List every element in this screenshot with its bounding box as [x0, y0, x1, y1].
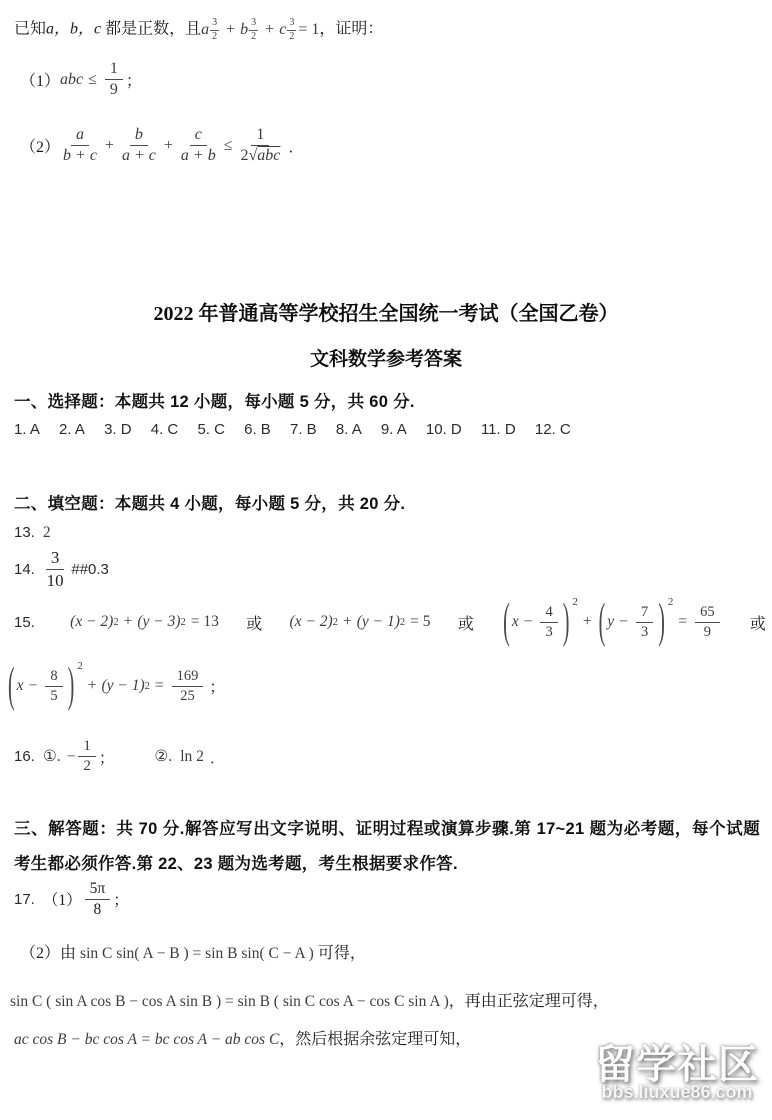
part2-label: （2） [20, 139, 61, 157]
frac-num: a [71, 126, 89, 146]
section3-heading: 三、解答题：共 70 分.解答应写出文字说明、证明过程或演算步骤.第 17~21 题为必考题，每个试题考生都必须作答.第 22、23 题为选考题，考生根据要求作答. [14, 820, 760, 873]
frac-den [240, 146, 280, 165]
plus-sign: + [163, 136, 173, 154]
big-lparen: ( [503, 595, 510, 650]
exp-denominator: 2 [289, 30, 295, 42]
big-lparen: ( [598, 595, 606, 650]
eq1-rhs: = 13 [190, 613, 219, 631]
minus-sign: − [28, 677, 38, 695]
q17-part1-end: ； [113, 892, 129, 910]
plus-sign: + [265, 21, 275, 39]
circled-2: ②. [154, 748, 173, 766]
var-y: y [607, 613, 615, 631]
squared: 2 [667, 596, 674, 609]
q15-label: 15. [14, 613, 35, 631]
circled-1: ①. [42, 748, 61, 766]
choice-answer-7: 7. B [289, 421, 317, 438]
term-b: b [240, 21, 249, 39]
intro-known: 已知 [14, 20, 47, 38]
frac-den: 2 [83, 758, 91, 775]
equals-one: = 1 [298, 21, 320, 39]
part1-end: ； [125, 73, 142, 91]
exponent-fraction [210, 18, 219, 42]
q13-label: 13. [14, 524, 35, 541]
frac-den: 25 [180, 687, 195, 704]
line1-pre: 由 [60, 945, 81, 962]
q16-value2: ln 2 [180, 747, 204, 765]
q16-row [14, 738, 225, 776]
q13-value: 2 [42, 524, 51, 541]
answer-14 [14, 548, 109, 590]
choice-answer-9: 9. A [380, 421, 407, 438]
squared: 2 [144, 680, 150, 692]
frac-num: 7 [636, 604, 653, 623]
frac-den: a + b [180, 147, 216, 165]
leq-sign: ≤ [223, 136, 233, 154]
plus-sign: + [123, 613, 133, 631]
frac-den: a + c [121, 147, 156, 165]
plus-sign: + [342, 613, 352, 631]
q17-label: 17. [14, 890, 35, 908]
frac-den: 3 [545, 623, 553, 640]
q14-row [14, 548, 109, 590]
fraction-5pi-8 [85, 880, 111, 919]
answer-15-line2 [6, 659, 225, 714]
watermark [584, 1044, 770, 1103]
fraction-rhs-sqrt [240, 126, 280, 166]
frac-num: 5π [85, 880, 111, 900]
page-subtitle: 文科数学参考答案 [309, 349, 462, 370]
frac-den: 9 [109, 81, 118, 99]
radical-sign: √ [248, 147, 258, 165]
q15-equation-3 [501, 595, 722, 650]
line2-post: ，再由正弦定理可得， [448, 993, 609, 1010]
minus-sign: − [619, 613, 628, 631]
answer-15-line1 [14, 595, 766, 650]
watermark-url: bbs.liuxue86.com [601, 1082, 753, 1102]
line2-math: sin C ( sin A cos B − cos A sin B ) = sin B ( sin C cos A − cos C sin A ) [10, 993, 449, 1010]
choice-answers-row [14, 421, 586, 438]
plus-sign: + [104, 136, 114, 154]
eq4-end: ； [209, 679, 225, 697]
or-word: 或 [246, 615, 263, 633]
or-word: 或 [749, 615, 766, 633]
answer-17-part2-line3 [14, 1026, 471, 1049]
problem-statement [14, 18, 383, 42]
line1-math: sin C sin( A − B ) = sin B sin( C − A ) [80, 945, 314, 962]
eq2-group2: (y − 1) [356, 613, 400, 631]
big-rparen: ) [562, 595, 570, 650]
q16-label: 16. [14, 748, 35, 766]
eq4-group2: (y − 1) [101, 677, 145, 695]
choice-answer-8: 8. A [335, 421, 362, 438]
minus-sign: − [66, 747, 76, 765]
frac-num: 1 [251, 126, 269, 146]
exp-numerator: 3 [287, 18, 296, 31]
term-a: a [201, 21, 210, 39]
eq1-group2: (y − 3) [137, 613, 181, 631]
frac-num: 8 [45, 668, 62, 687]
choice-answer-6: 6. B [244, 421, 271, 438]
fraction-4-thirds [540, 604, 557, 640]
answer-16 [14, 738, 225, 776]
frac-num: c [190, 126, 207, 146]
q15-equation-4 [6, 659, 225, 714]
part2-row [20, 126, 309, 166]
plus-sign: + [226, 21, 236, 39]
big-rparen: ) [67, 659, 75, 714]
answer-17-part1 [14, 880, 129, 919]
part2-end: ． [288, 139, 305, 157]
part1-label: （1） [20, 73, 61, 91]
line3-post: ，然后根据余弦定理可知， [279, 1031, 472, 1048]
fraction-7-thirds [636, 604, 653, 640]
squared: 2 [180, 616, 186, 628]
choice-answer-5: 5. C [197, 421, 225, 438]
q15-equation-1 [70, 613, 219, 631]
leq-sign: ≤ [88, 70, 97, 88]
exp-denominator: 2 [251, 30, 257, 42]
answer-17-part2-line1 [20, 940, 366, 963]
or-word: 或 [457, 615, 474, 633]
squared: 2 [77, 660, 83, 673]
q17-row [14, 880, 129, 919]
exp-numerator: 3 [210, 18, 219, 31]
intro-equation [201, 18, 319, 42]
frac-num: b [130, 126, 148, 146]
minus-sign: − [523, 613, 533, 631]
squared: 2 [113, 616, 119, 628]
frac-num: 65 [695, 604, 720, 623]
frac-num: 4 [540, 604, 557, 623]
choice-answer-12: 12. C [534, 421, 571, 438]
frac-num: 169 [172, 668, 204, 687]
fraction-one-half [78, 738, 96, 776]
exponent-fraction [249, 18, 258, 42]
plus-sign: + [582, 613, 592, 631]
term-c: c [279, 21, 287, 39]
radicand: abc [257, 147, 281, 165]
frac-den: 10 [46, 570, 64, 590]
big-lparen: ( [8, 659, 15, 714]
intro-variables: a，b，c [46, 20, 102, 38]
frac-num: 3 [46, 548, 65, 570]
choice-answer-1: 1. A [14, 421, 40, 438]
eq1-group1: (x − 2) [70, 613, 114, 631]
eq2-rhs: = 5 [410, 613, 431, 631]
answer-17-part2-line2 [10, 988, 609, 1011]
squared: 2 [332, 616, 338, 628]
var-x: x [16, 677, 24, 695]
part1-expression: abc [60, 70, 84, 88]
q17-part1-label: （1） [42, 892, 82, 910]
frac-num: 1 [78, 738, 96, 757]
q15-equation-2 [290, 613, 431, 631]
section1-heading: 一、选择题：本题共 12 小题，每小题 5 分，共 60 分. [14, 393, 415, 411]
choice-answer-4: 4. C [150, 421, 179, 438]
frac-den: b + c [63, 147, 97, 165]
fraction-c-over-ab [181, 126, 216, 166]
choice-answer-11: 11. D [480, 421, 516, 438]
answer-13 [14, 524, 51, 542]
q14-alt-value: ##0.3 [71, 560, 109, 578]
fraction-65-ninths [695, 604, 720, 640]
line3-math: ac cos B − bc cos A = bc cos A − ab cos C [14, 1031, 280, 1048]
fraction-one-ninth [105, 60, 123, 100]
problem-part1 [20, 60, 142, 100]
frac-den: 5 [50, 687, 58, 704]
fraction-a-over-bc [63, 126, 97, 166]
q17-part2-label: （2） [20, 945, 61, 962]
q14-label: 14. [14, 560, 35, 578]
q16-sep: ； [98, 749, 115, 767]
part1-row [20, 60, 142, 100]
choice-answer-10: 10. D [425, 421, 462, 438]
choice-answer-3: 3. D [104, 421, 132, 438]
intro-tail: ，证明： [319, 20, 384, 38]
exponent-fraction [287, 18, 296, 42]
exp-denominator: 2 [212, 30, 218, 42]
squared: 2 [399, 616, 406, 628]
frac-num: 1 [105, 60, 123, 80]
var-x: x [511, 613, 519, 631]
plus-sign: + [87, 677, 97, 695]
section2-heading: 二、填空题：本题共 4 小题，每小题 5 分，共 20 分. [14, 495, 406, 513]
big-rparen: ) [658, 595, 665, 650]
squared: 2 [572, 596, 578, 609]
choice-answer-2: 2. A [59, 421, 85, 438]
frac-den: 3 [640, 623, 649, 640]
problem-part2 [20, 126, 309, 166]
q16-end: ． [209, 749, 226, 767]
exp-numerator: 3 [249, 18, 258, 31]
frac-den: 8 [93, 900, 102, 918]
coef-2: 2 [240, 147, 249, 165]
intro-mid: 都是正数，且 [101, 20, 202, 38]
fraction-3-tenths [46, 548, 65, 590]
fraction-8-fifths [45, 668, 62, 704]
watermark-title: 留学社区 [595, 1043, 759, 1087]
line1-post: 可得， [313, 945, 366, 962]
fraction-169-25ths [172, 668, 204, 704]
frac-den: 9 [703, 623, 711, 640]
fraction-b-over-ac [122, 126, 156, 166]
equals-sign: = [678, 613, 688, 631]
equals-sign: = [154, 677, 164, 695]
page-title: 2022 年普通高等学校招生全国统一考试（全国乙卷） [153, 303, 619, 325]
eq2-group1: (x − 2) [289, 613, 333, 631]
